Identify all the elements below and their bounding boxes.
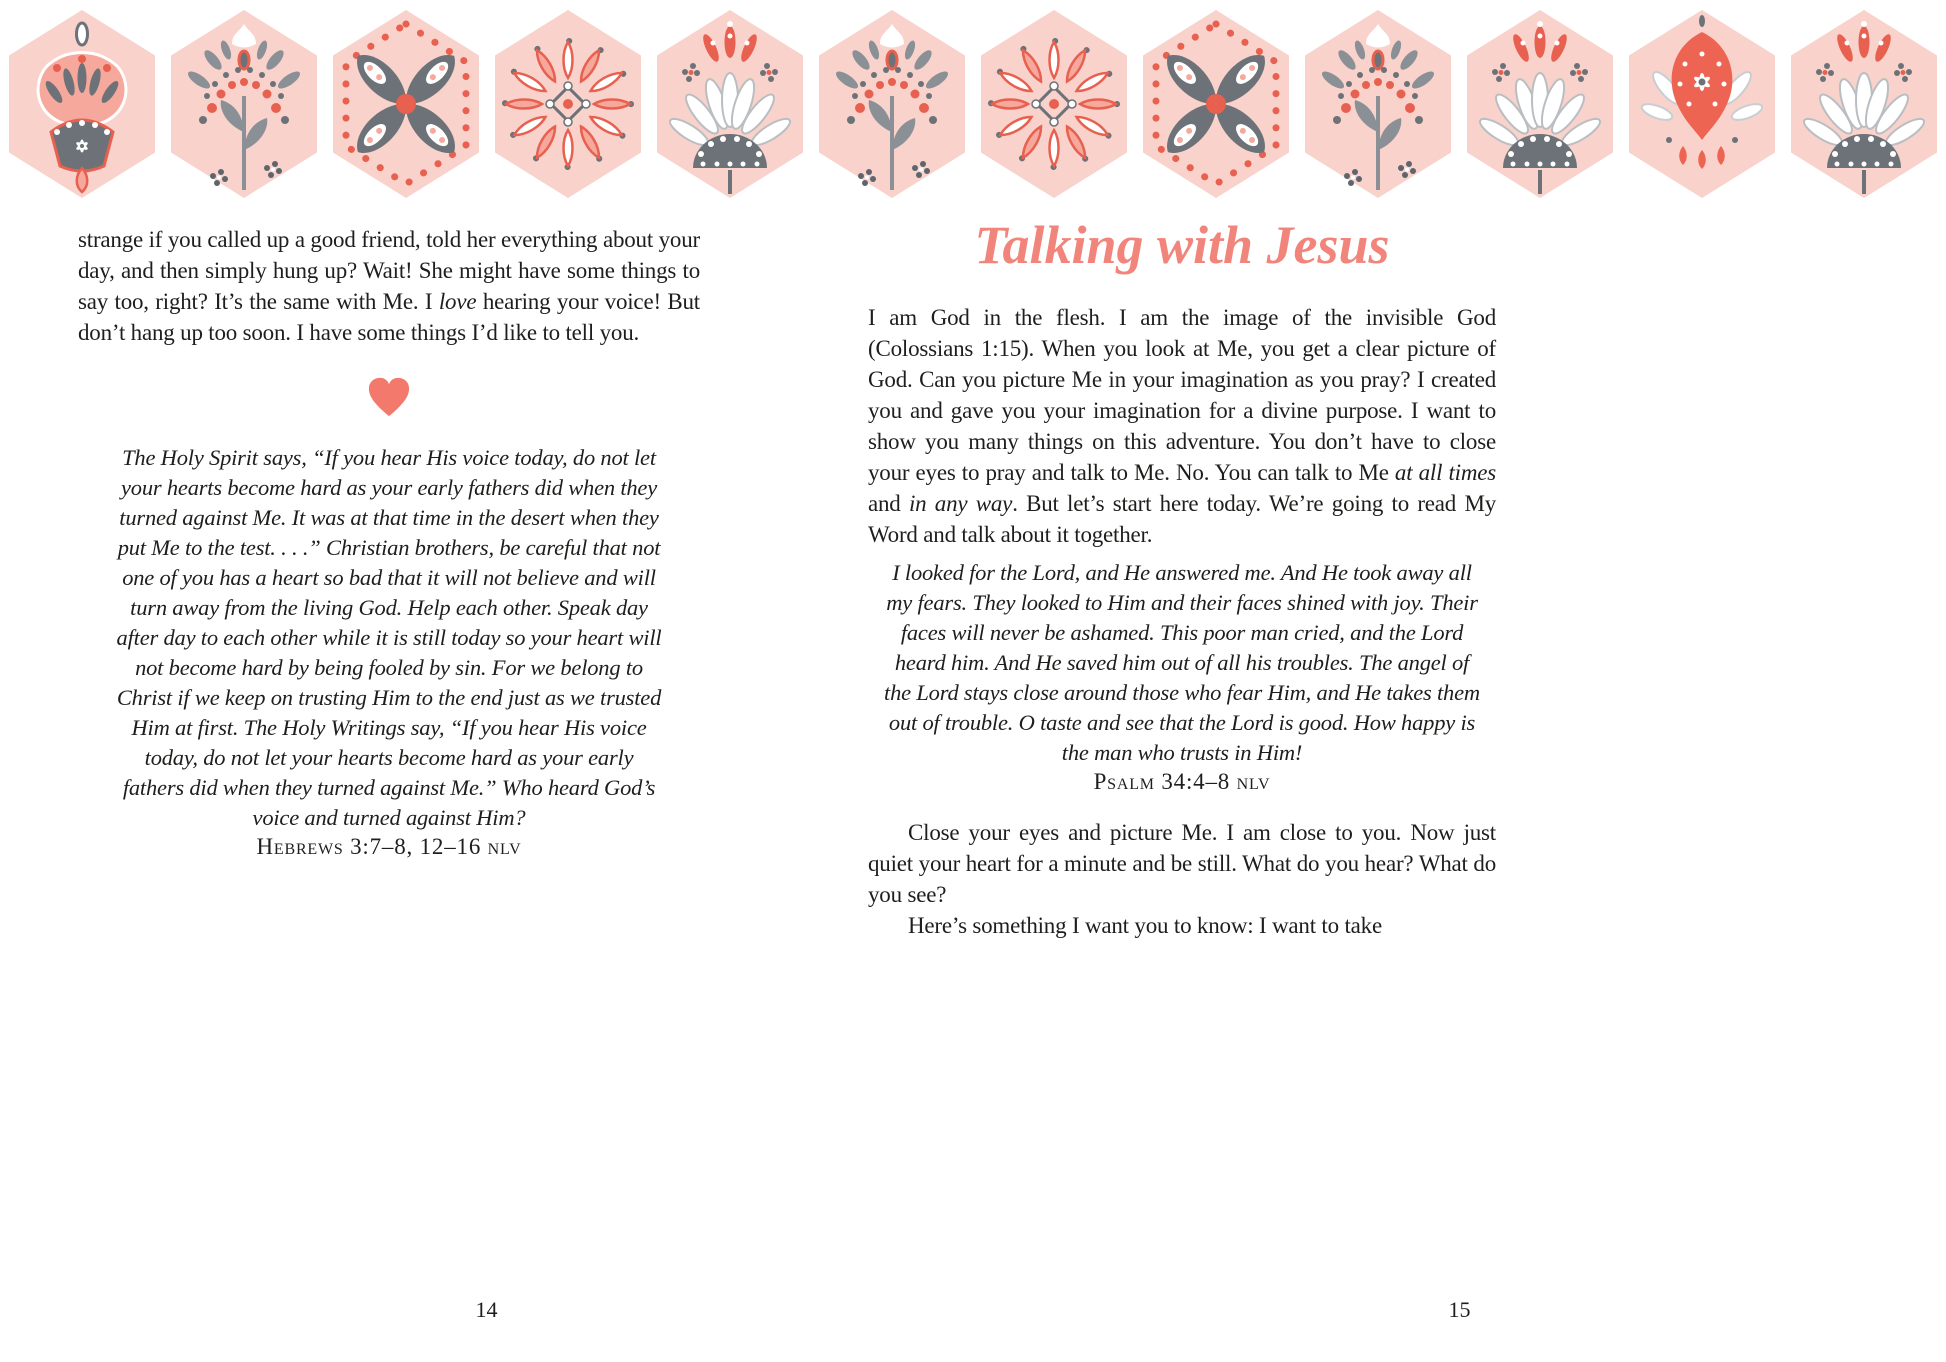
scripture-quote: The Holy Spirit says, “If you hear His voice today, do not let your hearts become hard as your early fathers did when they turned against Me. It was at that time in the desert when they put Me to the test. . . .” Christian brothers, be careful that not one of you has a heart so bad that it will not believe and will turn away from the living God. Help each other. Speak day after day to each other while it is still today so your heart will not become hard by being fooled by sin. For we belong to Christ if we keep on trusting Him to the end just as we trusted Him at first. The Holy Writings say, “If you hear His voice today, do not let your hearts become hard as your early fathers did when they turned against Me.” Who heard God’s voice and turned against Him? <box>116 445 662 830</box>
daisy-fan-hexagon-icon <box>655 8 805 200</box>
chapter-title: Talking with Jesus <box>974 215 1390 275</box>
paragraph-text: strange if you called up a good friend, told her everything about your day, and then simply hung up? Wait! She might have some things to say too, right? It’s the same with Me. I <box>78 227 700 314</box>
scripture-quote: I looked for the Lord, and He answered me. And He took away all my fears. They looked to Him and their faces shined with joy. Their faces will never be ashamed. This poor man cried, and the Lord heard him. And He saved him out of all his troubles. The angel of the Lord stays close around those who fear Him, and He takes them out of trouble. O taste and see that the Lord is good. How happy is the man who trusts in Him! <box>884 560 1480 765</box>
heart-divider <box>78 376 700 423</box>
paragraph-text: I am God in the flesh. I am the image of the invisible God (Colossians 1:15). When you look at Me, you get a clear picture of God. Can you picture Me in your imagination as you pray? I created you and gave you your imagination for a divine purpose. I want to show you many things on this adventure. You don’t have to close your eyes to pray and talk to Me. No. You can talk to Me <box>868 305 1496 485</box>
page-number-right: 15 <box>1448 1297 1471 1322</box>
left-page <box>78 224 700 860</box>
right-page <box>868 212 1496 941</box>
paragraph-emphasis: in any way <box>908 491 1013 516</box>
left-paragraph <box>78 224 700 348</box>
flower-stem-arch-hexagon-icon <box>817 8 967 200</box>
paragraph-text: . But let’s start here today. We’re going to read My Word and talk about it together. <box>868 491 1496 547</box>
petal-mandala-hexagon-icon <box>979 8 1129 200</box>
daisy-fan-hexagon-icon <box>1465 8 1615 200</box>
daisy-fan-hexagon-icon <box>1789 8 1939 200</box>
petal-propeller-hexagon-icon <box>1141 8 1291 200</box>
paragraph-emphasis: love <box>438 289 477 314</box>
paragraph-text: and <box>868 491 909 516</box>
paisley-tulip-hexagon-icon <box>1627 8 1777 200</box>
right-paragraph-3: Here’s something I want you to know: I want to take <box>908 913 1382 938</box>
decorative-border <box>0 8 1946 200</box>
scripture-citation: Psalm 34:4–8 nlv <box>1093 769 1271 794</box>
flower-stem-arch-hexagon-icon <box>1303 8 1453 200</box>
right-paragraph-2: Close your eyes and picture Me. I am close to you. Now just quiet your heart for a minute and be still. What do you hear? What do you see? <box>868 820 1496 907</box>
paragraph-text: hearing your voice! But don’t hang up too soon. I have some things I’d like to tell you. <box>78 289 700 345</box>
heart-icon <box>366 376 412 418</box>
page-number-left: 14 <box>475 1297 498 1322</box>
petal-propeller-hexagon-icon <box>331 8 481 200</box>
right-paragraph-1 <box>868 302 1496 550</box>
petal-mandala-hexagon-icon <box>493 8 643 200</box>
fan-flower-hexagon-icon <box>7 8 157 200</box>
paragraph-emphasis: at all times <box>1394 460 1496 485</box>
scripture-citation: Hebrews 3:7–8, 12–16 nlv <box>256 834 522 859</box>
flower-stem-arch-hexagon-icon <box>169 8 319 200</box>
